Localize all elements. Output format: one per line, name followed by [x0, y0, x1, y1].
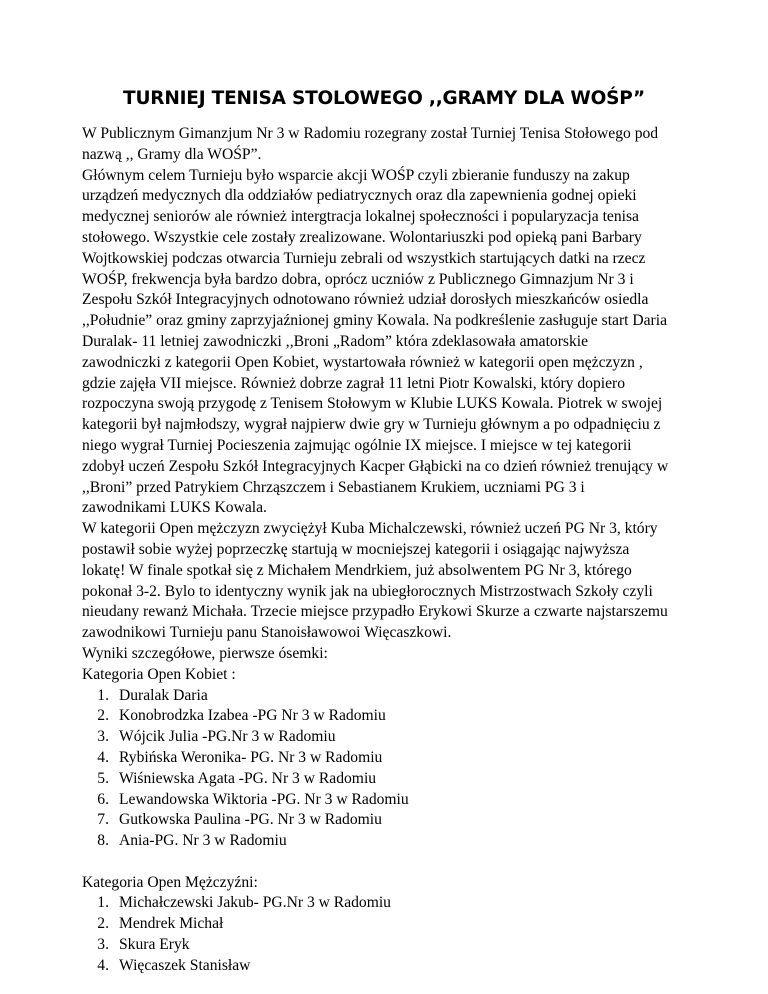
women-result-item: [82, 810, 732, 831]
list-number: 4.: [97, 956, 109, 974]
women-result-item: [82, 748, 732, 769]
list-number: 3.: [97, 728, 109, 746]
list-number: 1.: [97, 894, 109, 912]
text-line: zawodnikowi Turnieju panu Stanoisławowoi Więcaszkowi.: [82, 624, 452, 642]
text-line: zawodniczki z kategorii Open Kobiet, wystartowała również w kategorii open mężczyzn ,: [82, 353, 643, 371]
text-line: kategorii był najmłodszy, wygrał najpierw dwie gry w Turnieju głównym a po odpadnięciu z: [82, 416, 661, 434]
list-item-text: Konobrodzka Izabea -PG Nr 3 w Radomiu: [119, 707, 386, 725]
men-result-item: [82, 914, 732, 935]
list-item-text: Michałczewski Jakub- PG.Nr 3 w Radomiu: [119, 894, 391, 912]
text-line: ,,Broni” przed Patrykiem Chrząszczem i Sebastianem Krukiem, uczniami PG 3 i: [82, 478, 585, 496]
list-item-text: Wójcik Julia -PG.Nr 3 w Radomiu: [119, 728, 336, 746]
text-line: stołowego. Wszystkie cele zostały zrealizowane. Wolontariuszki pod opieką pani Barbary: [82, 228, 642, 246]
text-line: Duralak- 11 letniej zawodniczki ,,Broni „Radom” która zdeklasowała amatorskie: [82, 332, 589, 350]
women-result-item: [82, 790, 732, 811]
text-line: W kategorii Open mężczyzn zwyciężył Kuba Michalczewski, również uczeń PG Nr 3, który: [82, 520, 658, 538]
text-line: ,,Południe” oraz gminy zaprzyjaźnionej gminy Kowala. Na podkreślenie zasługuje start Daria: [82, 312, 668, 330]
women-result-item: [82, 706, 732, 727]
text-line: zawodnikami LUKS Kowala.: [82, 499, 267, 517]
text-line: urządzeń medycznych dla oddziałów pediatrycznych oraz dla zapewnienia godnej opieki: [82, 187, 637, 205]
text-line: Kategoria Open Kobiet :: [82, 665, 236, 683]
men-result-item: [82, 935, 732, 956]
list-item-text: Skura Eryk: [119, 936, 190, 954]
document-title: TURNIEJ TENISA STOLOWEGO ,,GRAMY DLA WOŚP”: [123, 88, 645, 109]
list-number: 5.: [97, 769, 109, 787]
list-number: 7.: [97, 811, 109, 829]
list-number: 2.: [97, 707, 109, 725]
blank-line: [82, 852, 732, 873]
men-result-item: [82, 893, 732, 914]
text-line: lokatę! W finale spotkał się z Michałem Mendrkiem, już absolwentem PG Nr 3, którego: [82, 561, 632, 579]
list-item-text: Duralak Daria: [119, 686, 208, 704]
document-body: [82, 124, 732, 977]
women-result-item: [82, 727, 732, 748]
women-result-item: [82, 686, 732, 707]
text-line: Wyniki szczegółowe, pierwsze ósemki:: [82, 644, 328, 662]
women-result-item: [82, 831, 732, 852]
list-item-text: Ania-PG. Nr 3 w Radomiu: [119, 832, 287, 850]
text-line: gdzie zajęła VII miejsce. Również dobrze zagrał 11 letni Piotr Kowalski, który dopiero: [82, 374, 626, 392]
list-item-text: Mendrek Michał: [119, 915, 224, 933]
list-number: 4.: [97, 748, 109, 766]
text-line: niego wygrał Turniej Pocieszenia zajmując ogólnie IX miejsce. I miejsce w tej kategorii: [82, 436, 632, 454]
women-results-list: [82, 686, 732, 852]
list-number: 1.: [97, 686, 109, 704]
text-line: pokonał 3-2. Bylo to identyczny wynik jak na ubiegłorocznych Mistrzostwach Szkoły czyli: [82, 582, 653, 600]
text-line: Zespołu Szkół Integracyjnych odnotowano również udział dorosłych mieszkańców osiedla: [82, 291, 649, 309]
list-number: 8.: [97, 832, 109, 850]
text-line: Głównym celem Turnieju było wsparcie akcji WOŚP czyli zbieranie funduszy na zakup: [82, 166, 630, 184]
men-results-list: [82, 893, 732, 976]
text-line: Wojtkowskiej podczas otwarcia Turnieju zebrali od wszystkich startujących datki na rzecz: [82, 249, 646, 267]
text-line: zdobył uczeń Zespołu Szkół Integracyjnych Kacper Głąbicki na co dzień również trenujący w: [82, 457, 669, 475]
text-line: nieudany rewanż Michała. Trzecie miejsce przypadło Erykowi Skurze a czwarte najstarszemu: [82, 603, 668, 621]
text-line: postawił sobie wyżej poprzeczkę startują w mocniejszej kategorii i osiągając najwyższa: [82, 540, 630, 558]
men-category-heading: Kategoria Open Mężczyźni:: [82, 873, 258, 891]
men-result-item: [82, 956, 732, 977]
list-number: 3.: [97, 936, 109, 954]
list-number: 6.: [97, 790, 109, 808]
list-item-text: Rybińska Weronika- PG. Nr 3 w Radomiu: [119, 748, 383, 766]
article-paragraph: [82, 124, 732, 686]
text-line: W Publicznym Gimanzjum Nr 3 w Radomiu rozegrany został Turniej Tenisa Stołowego pod: [82, 125, 659, 142]
list-number: 2.: [97, 915, 109, 933]
women-result-item: [82, 769, 732, 790]
list-item-text: Gutkowska Paulina -PG. Nr 3 w Radomiu: [119, 811, 382, 829]
text-line: rozpoczyna swoją przygodę z Tenisem Stołowym w Klubie LUKS Kowala. Piotrek w swojej: [82, 395, 663, 413]
list-item-text: Lewandowska Wiktoria -PG. Nr 3 w Radomiu: [119, 790, 409, 808]
text-line: medycznej seniorów ale również intergtracja lokalnej społeczności i popularyzacja tenisa: [82, 208, 639, 226]
list-item-text: Wiśniewska Agata -PG. Nr 3 w Radomiu: [119, 769, 377, 787]
text-line: WOŚP, frekwencja była bardzo dobra, oprócz uczniów z Publicznego Gimnazjum Nr 3 i: [82, 270, 634, 288]
list-item-text: Więcaszek Stanisław: [119, 956, 251, 974]
text-line: nazwą ,, Gramy dla WOŚP”.: [82, 145, 262, 163]
